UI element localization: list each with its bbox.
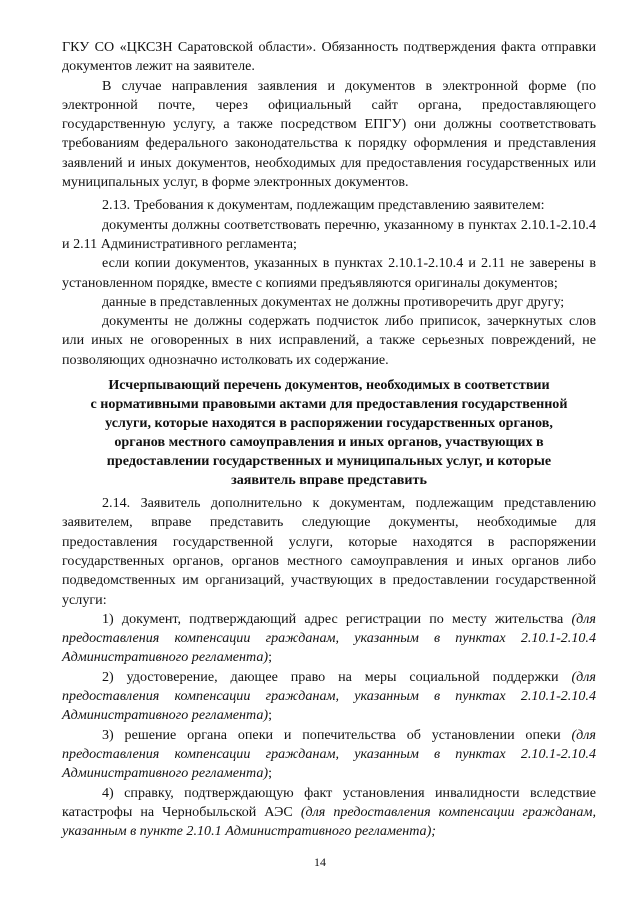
paragraph-2-14-intro: 2.14. Заявитель дополнительно к документам, подлежащим представлению заявителем, вправе представить следующие документы, необходимые для предоставления государственной услуги, которые находятся в распоряжении государственных органов, органов местного самоуправления и иных органов либо подведомственных им организаций, участвующих в предоставлении государственной услуги: xyxy=(62,495,596,608)
list-item-note: (для предоставления компенсации гражданам, указанным в пунктах 2.10.1-2.10.4 Административного регламента) xyxy=(62,726,596,782)
list-item-1 xyxy=(62,610,596,668)
paragraph-2-13-no-erasures: документы не должны содержать подчисток либо приписок, зачеркнутых слов или иных не оговоренных в них исправлений, а также серьезных повреждений, не позволяющих однозначно истолковать их содержание. xyxy=(62,313,596,368)
list-item-text: 4) справку, подтверждающую факт установления инвалидности вследствие катастрофы на Чернобыльской АЭС xyxy=(62,784,596,820)
list-item-3 xyxy=(62,726,596,784)
list-item-text: 2) удостоверение, дающее право на меры социальной поддержки xyxy=(102,668,572,685)
heading-line: Исчерпывающий перечень документов, необходимых в соответствии xyxy=(108,377,550,394)
list-item-4 xyxy=(62,784,596,842)
list-item-2 xyxy=(62,668,596,726)
paragraph-2-13-list-conformity: документы должны соответствовать перечню, указанному в пунктах 2.10.1-2.10.4 и 2.11 Административного регламента; xyxy=(62,216,596,252)
document-page xyxy=(62,38,596,841)
section-heading xyxy=(62,376,596,490)
paragraph-electronic-submission: В случае направления заявления и документов в электронной форме (по электронной почте, через официальный сайт органа, предоставляющего государственную услугу, а также посредством ЕПГУ) они должны соответствовать требованиям федерального законодательства к порядку оформления и представления заявлений и иных документов, необходимых для предоставления государственных или муниципальных услуг, в форме электронных документов. xyxy=(62,77,596,191)
heading-line: услуги, которые находятся в распоряжении государственных органов, xyxy=(105,415,553,432)
paragraph-continuation: ГКУ СО «ЦКСЗН Саратовской области». Обязанность подтверждения факта отправки документов лежит на заявителе. xyxy=(62,39,596,75)
paragraph-2-13-title: 2.13. Требования к документам, подлежащим представлению заявителем: xyxy=(102,197,545,214)
list-item-text: 1) документ, подтверждающий адрес регистрации по месту жительства xyxy=(102,610,572,627)
list-item-note: (для предоставления компенсации гражданам, указанным в пункте 2.10.1 Административного регламента); xyxy=(62,803,596,840)
list-item-note: (для предоставления компенсации гражданам, указанным в пунктах 2.10.1-2.10.4 Административного регламента) xyxy=(62,610,596,666)
heading-line: с нормативными правовыми актами для предоставления государственной xyxy=(90,396,568,413)
list-item-end: ; xyxy=(268,649,273,666)
page-number: 14 xyxy=(314,855,326,869)
paragraph-2-13-consistency: данные в представленных документах не должны противоречить друг другу; xyxy=(102,293,565,310)
heading-line: органов местного самоуправления и иных органов, участвующих в xyxy=(114,434,544,451)
list-item-note: (для предоставления компенсации гражданам, указанным в пунктах 2.10.1-2.10.4 Административного регламента) xyxy=(62,668,596,724)
heading-line: заявитель вправе представить xyxy=(231,472,427,489)
heading-line: предоставлении государственных и муниципальных услуг, и которые xyxy=(106,453,552,470)
list-item-end: ; xyxy=(268,707,273,724)
list-item-text: 3) решение органа опеки и попечительства об установлении опеки xyxy=(102,726,572,743)
list-item-end: ; xyxy=(268,765,273,782)
paragraph-2-13-copies: если копии документов, указанных в пунктах 2.10.1-2.10.4 и 2.11 не заверены в установленном порядке, вместе с копиями предъявляются оригиналы документов; xyxy=(62,255,596,291)
